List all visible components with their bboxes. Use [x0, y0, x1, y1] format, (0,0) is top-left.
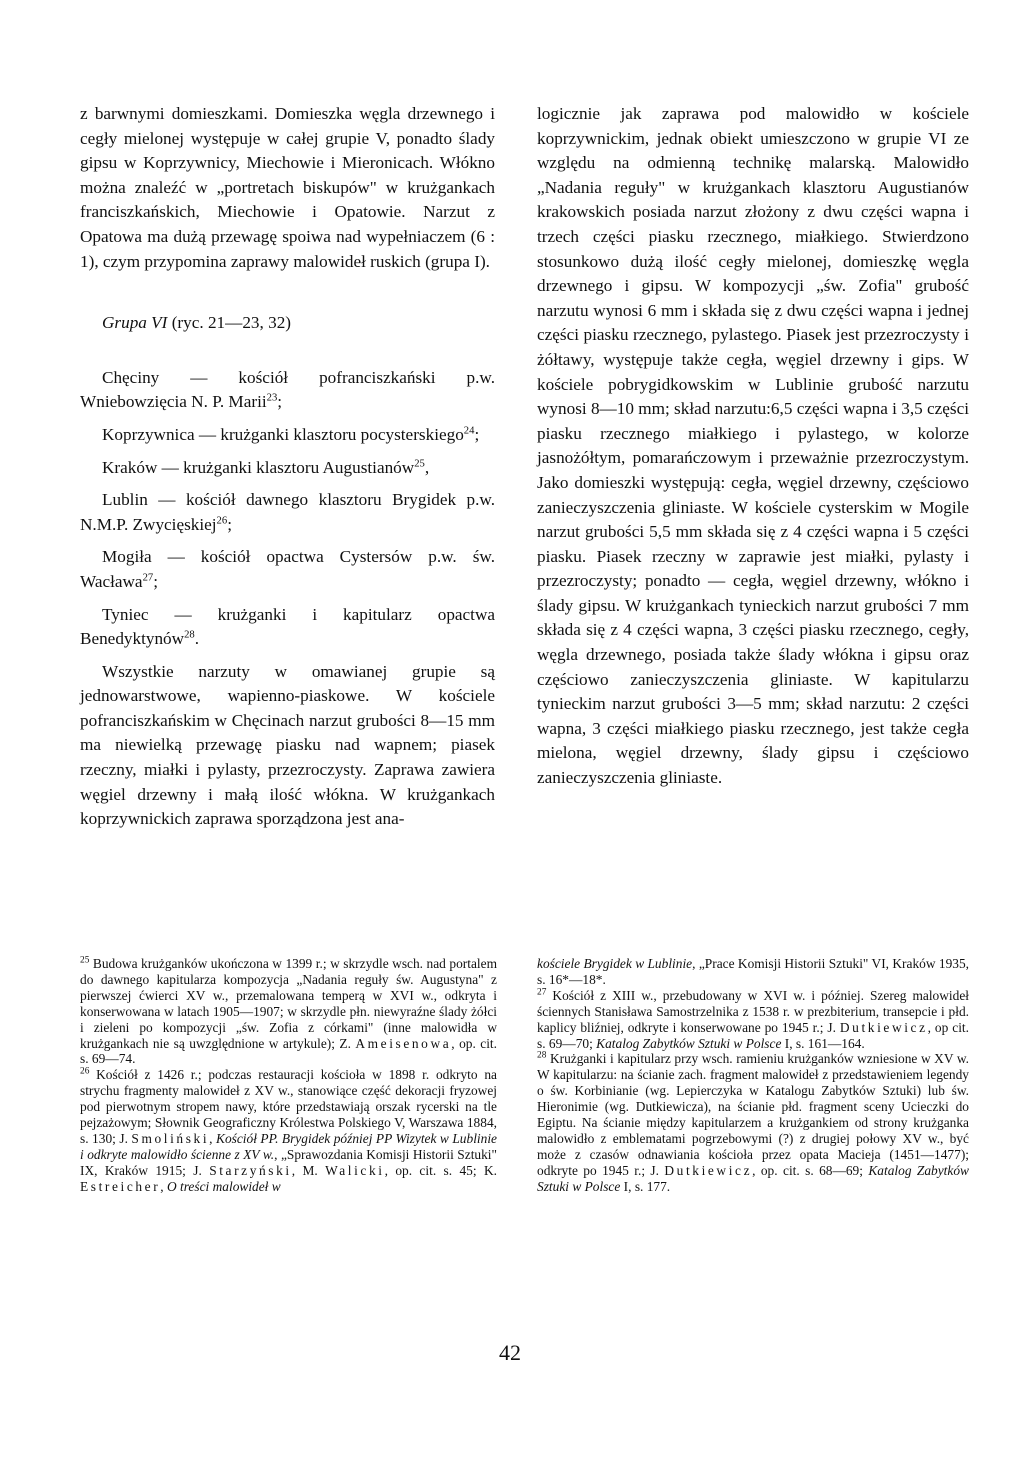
site-entry-tail: ;: [227, 514, 232, 534]
footnote-ref: 23: [266, 392, 278, 404]
footnote-ref: 24: [463, 425, 475, 437]
work-title: Katalog Zabytków Sztuki w Polsce: [537, 1162, 969, 1194]
footnote-26-continuation: kościele Brygidek w Lublinie, „Prace Komisji Historii Sztuki" VI, Kraków 1935, s. 16*—18*.: [537, 956, 970, 987]
right-column: [537, 102, 969, 791]
author-name: Estreicher: [80, 1178, 161, 1194]
site-entry-tail: ;: [277, 392, 283, 412]
footnotes-right: [537, 956, 969, 1195]
site-entry-tail: ,: [424, 457, 430, 477]
footnote-number: 27: [537, 987, 547, 998]
author-name: Dutkiewicz: [839, 1019, 928, 1035]
footnote-number: 28: [537, 1050, 547, 1061]
left-column: [80, 102, 495, 832]
footnote-26: $^{26}$ Kościół z 1426 r.; podczas restauracji kościoła w 1898 r. odkryto na strychu fragmenty malowideł z XV w., stanowiące część dekoracji fryzowej pod pierwotnym stropem nawy, które przedstawiają orszak rycerski na tle pejzażowym; Słownik Geograficzny Królestwa Polskiego V, Warszawa 1884, s. 130; J. Smoliński, Kościół PP. Brygidek później PP Wizytek w Lublinie i odkryte malowidło ścienne z XV w., „Sprawozdania Komisji Historii Sztuki" IX, Kraków 1915; J. Starzyński, M. Walicki, op. cit. s. 45; K. Estreicher, O treści malowideł w: [80, 1066, 497, 1194]
footnote-ref: 27: [142, 572, 154, 584]
site-entry: [80, 488, 495, 537]
site-entry: [80, 456, 495, 481]
author-name: Starzyński: [209, 1162, 292, 1178]
group-heading-title: Grupa VI: [102, 313, 168, 333]
author-name: Dutkiewicz: [664, 1162, 753, 1178]
footnotes-left: [80, 956, 497, 1195]
footnote-ref: 28: [184, 629, 195, 641]
site-entry-text: Lublin — kościół dawnego klasztoru Brygidek p.w. N.M.P. Zwycięskiej: [80, 490, 495, 534]
author-name: Walicki: [325, 1162, 385, 1178]
group-heading-figures: (ryc. 21—23, 32): [167, 313, 292, 333]
site-entry-tail: .: [194, 629, 200, 649]
page-number: 42: [499, 1340, 521, 1365]
site-entry-text: Chęciny — kościół pofranciszkański p.w. Wniebowzięcia N. P. Marii: [80, 367, 495, 412]
author-name: Ameisenowa: [355, 1035, 452, 1051]
footnote-28: $^{28}$ Krużganki i kapitularz przy wsch. ramieniu krużganków wzniesione w XV w. W kapitularzu: na ścianie zach. fragment malowideł z przedstawieniem legendy o św. Korbinianie (wg. Lepierczyka w Katalogu Zabytków Sztuki) lub św. Hieronimie (wg. Dutkiewicza), na ścianie płd. fragment sceny Ucieczki do Egiptu. Na ścianie między kapitularzem a krużgankiem od strony krużganka malowidło z emblematami pogrzebowymi (?) z drugiej połowy XV w., być może z czasów odnawiania kościoła przez opata Macieja (1451—1477); odkryte po 1945 r.; J. Dutkiewicz, op. cit. s. 68—69; Katalog Zabytków Sztuki w Polsce I, s. 177.: [537, 1050, 969, 1194]
site-entry: [80, 603, 495, 652]
footnote-number: 25: [80, 955, 90, 966]
footnote-ref: 26: [216, 514, 228, 526]
site-entry-tail: ;: [474, 424, 480, 444]
site-entry-text: Tyniec — krużganki i kapitularz opactwa Benedyktynów: [80, 604, 495, 649]
paragraph-analysis: Wszystkie narzuty w omawianej grupie są jednowarstwowe, wapienno-piaskowe. W kościele pofranciszkańskim w Chęcinach narzut grubości 8—15 mm ma niewielką przewagę piasku nad wapnem; piasek rzeczny, miałki i pylasty, przezroczysty. Zaprawa zawiera węgiel drzewny i małą ilość włókna. W krużgankach koprzywnickich zaprawa sporządzona jest ana-: [80, 661, 495, 829]
site-entry: [80, 366, 495, 415]
footnote-27: $^{27}$ Kościół z XIII w., przebudowany w XVI w. i później. Szereg malowideł ściennych Stanisława Samostrzelnika z 1538 r. w prezbiterium, transepcie i płd. kaplicy bliźniej, odkryte i konserwowane po 1945 r.; J. Dutkiewicz, op cit. s. 69—70; Katalog Zabytków Sztuki w Polsce I, s. 161—164.: [537, 987, 970, 1051]
group-heading: [80, 311, 495, 336]
footnote-number: 26: [80, 1066, 90, 1077]
footnote-ref: 25: [414, 457, 425, 469]
author-name: Smoliński: [131, 1130, 210, 1146]
work-title: Kościół PP. Brygidek później PP Wizytek w Lublinie i odkryte malowidło ścienne z XV w.: [80, 1130, 497, 1162]
paragraph-intro: z barwnymi domieszkami. Domieszka węgla drzewnego i cegły mielonej występuje w całej grupie V, ponadto ślady gipsu w Koprzywnicy, Miechowie i Mieronicach. Włókno można znaleźć w „portretach biskupów" w krużgankach franciszkańskich, Miechowie i Opatowie. Narzut z Opatowa ma dużą przewagę spoiwa nad wypełniaczem (6 : 1), czym przypomina zaprawy malowideł ruskich (grupa I).: [80, 104, 495, 271]
site-entry-text: Mogiła — kościół opactwa Cystersów p.w. św. Wacława: [80, 547, 495, 591]
site-entry: [80, 545, 495, 594]
site-entry-text: Kraków — krużganki klasztoru Augustianów: [102, 457, 415, 477]
work-title: O treści malowideł w: [166, 1178, 281, 1194]
site-entry-text: Koprzywnica — krużganki klasztoru pocysterskiego: [102, 424, 464, 444]
paragraph-continuation: logicznie jak zaprawa pod malowidło w kościele koprzywnickim, jednak obiekt umieszczono w grupie VI ze względu na odmienną technikę malarską. Malowidło „Nadania reguły" w krużgankach klasztoru Augustianów krakowskich posiada narzut złożony z dwu części wapna i trzech części piasku rzecznego, miałkiego. Stwierdzono stosunkowo dużą ilość cegły mielonej, domieszkę węgla drzewnego i gipsu. W kompozycji „św. Zofia" grubość narzutu wynosi 6 mm i składa się z dwu części wapna i jednej części piasku rzecznego, pylastego. Piasek jest przezroczysty i żółtawy, występuje także cegła, węgiel drzewny i gips. W kościele pobrygidkowskim w Lublinie grubość narzutu wynosi 8—10 mm; skład narzutu:6,5 części wapna i 3,5 części piasku rzecznego miałkiego i pylastego, w kolorze jasnożółtym, pomarańczowym i przeważnie przezroczystym. Jako domieszki występują: cegła, węgiel drzewny, częściowo zanieczyszczenia gliniaste. W kościele cysterskim w Mogile narzut grubości 5,5 mm składa się z 4 części wapna i 5 części piasku. Piasek rzeczny w zaprawie jest miałki, pylasty i przezroczysty; ponadto — cegła, węgiel drzewny, włókno i ślady gipsu. W krużgankach tynieckich narzut grubości 7 mm składa się z 4 części wapna, 3 części piasku rzecznego, cegły, węgla drzewnego, posiada także ślady włókna i gipsu oraz częściowo zanieczyszczenia gliniaste. W kapitularzu tynieckim narzut grubości 3—5 mm; skład narzutu: 2 części wapna, 3 części miałkiego piasku rzecznego, jest także cegła mielona, węgiel drzewny, ślady gipsu i częściowo zanieczyszczenia gliniaste.: [537, 104, 969, 788]
work-title: Katalog Zabytków Sztuki w Polsce: [596, 1035, 782, 1051]
site-entry-tail: ;: [153, 571, 158, 591]
footnote-25: $^{25}$ Budowa krużganków ukończona w 1399 r.; w skrzydle wsch. nad portalem do dawnego kapitularza kompozycja „Nadania reguły św. Augustyna" z pierwszej ćwierci XV w., przemalowana temperą w XVI w., odkryta i konserwowana w latach 1905—1907; w skrzydle płn. niewyraźne ślady żółci i zieleni po kompozycji „św. Zofia z córkami" (inne malowidła w krużgankach nie są uwzględnione w artykule); Z. Ameisenowa, op. cit. s. 69—74.: [80, 955, 497, 1067]
site-entry: [80, 423, 495, 448]
work-title: kościele Brygidek w Lublinie: [537, 956, 693, 971]
